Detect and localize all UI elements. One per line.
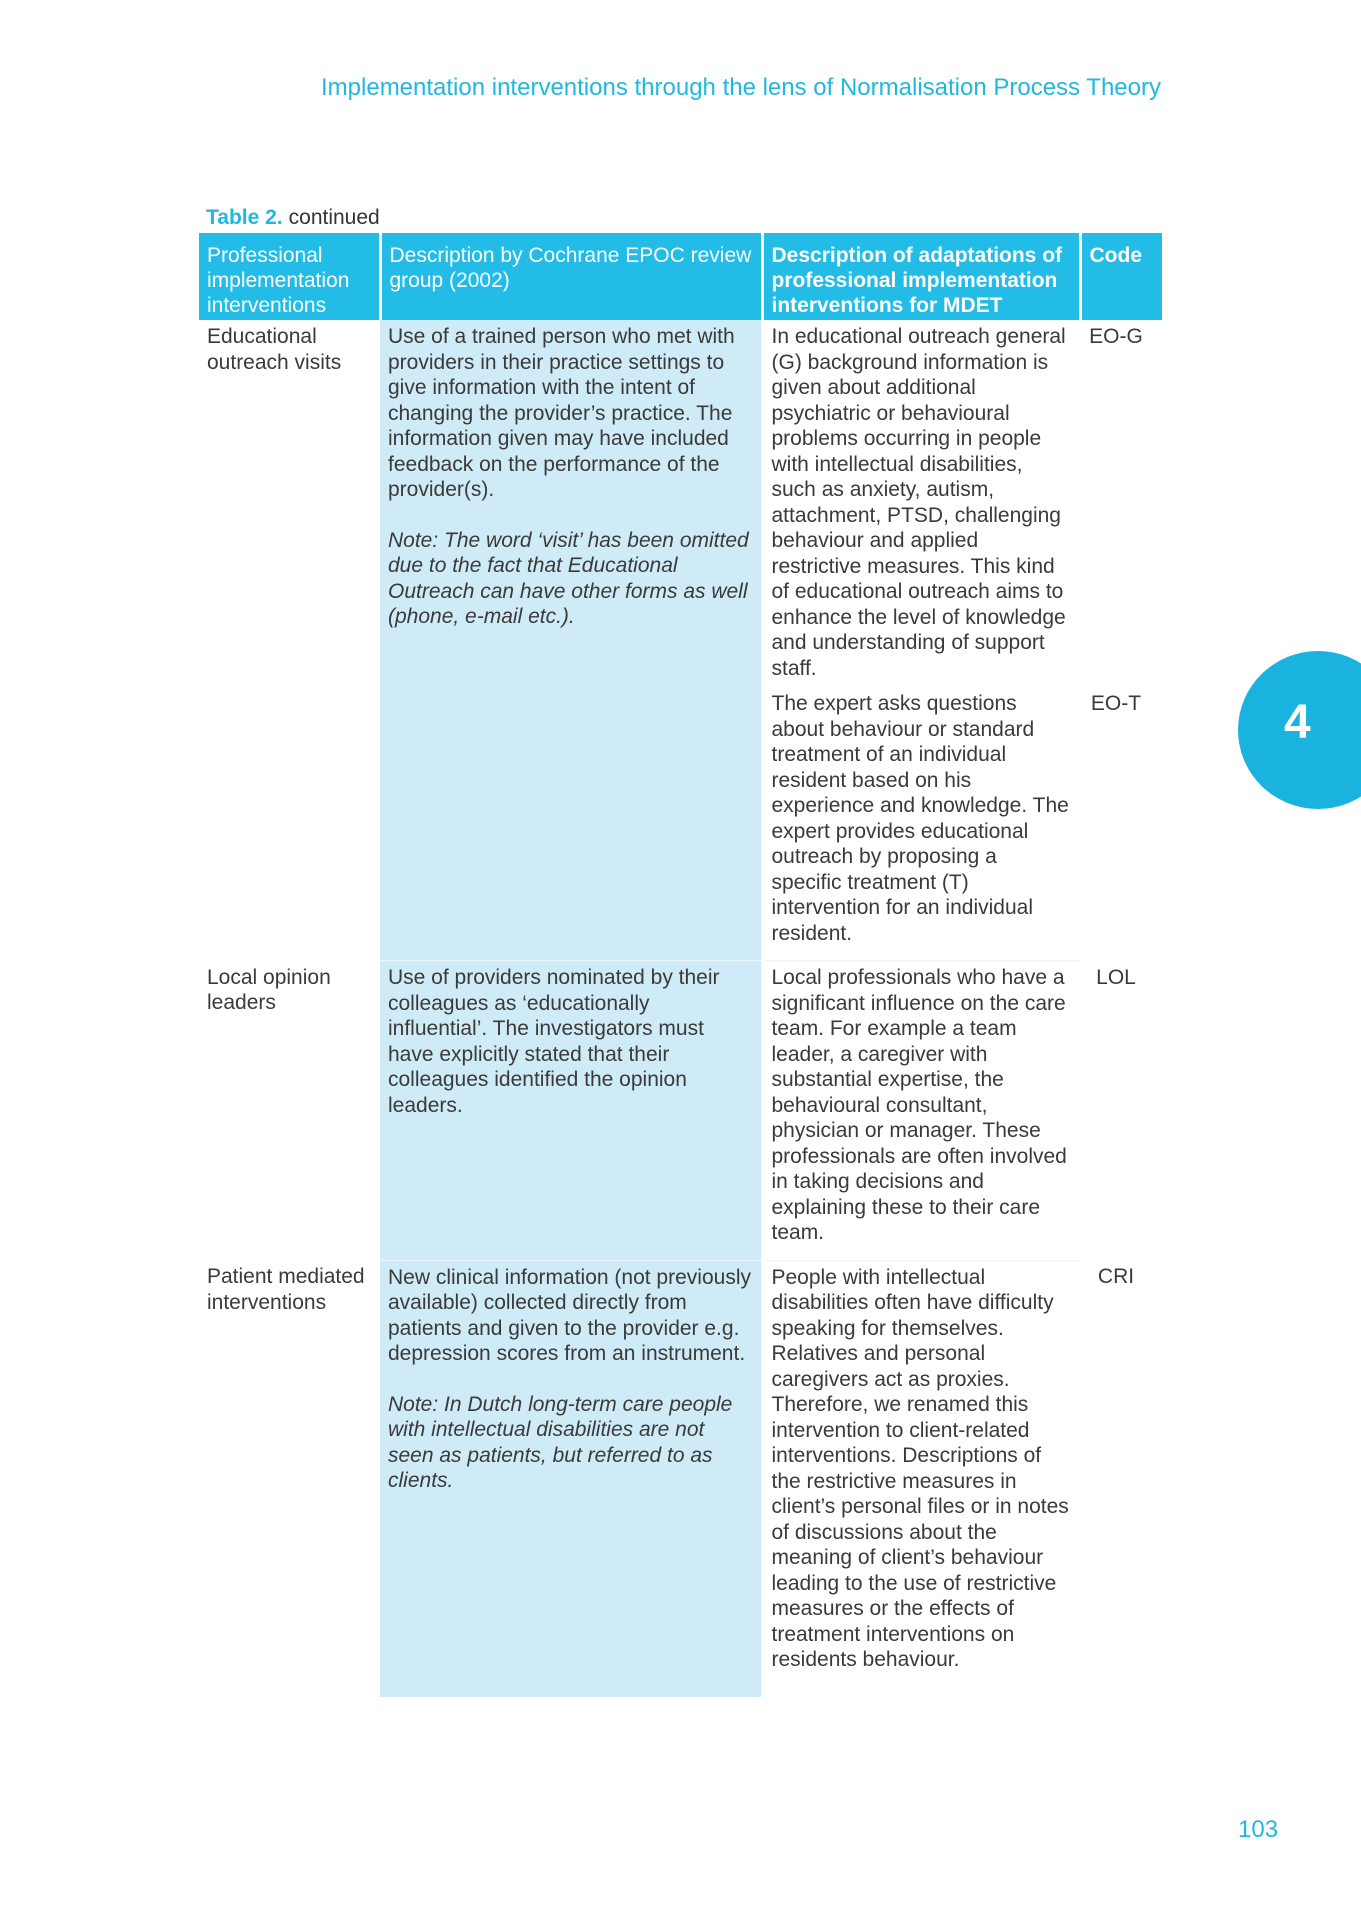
table-caption bbox=[206, 206, 380, 230]
table-caption-text: continued bbox=[288, 206, 380, 229]
table-row bbox=[199, 320, 1162, 681]
header-code: Code bbox=[1080, 233, 1162, 320]
table-caption-label: Table 2. bbox=[206, 206, 283, 229]
table-header-row bbox=[199, 233, 1162, 320]
chapter-number: 4 bbox=[1284, 696, 1311, 749]
adaptation-description bbox=[762, 1260, 1080, 1697]
epoc-description: Use of providers nominated by their colleagues as ‘educationally influential’. The investigators must have explicitly stated that their colleagues identified the opinion leaders. bbox=[380, 961, 762, 1261]
epoc-note: Note: In Dutch long-term care people with intellectual disabilities are not seen as patients, but referred to as clients. bbox=[388, 1392, 733, 1492]
running-header: Implementation interventions through the lens of Normalisation Process Theory bbox=[321, 74, 1161, 101]
intervention-code: LOL bbox=[1096, 965, 1136, 989]
table-row bbox=[199, 1260, 1162, 1697]
epoc-description bbox=[380, 320, 762, 961]
epoc-text: Use of a trained person who met with providers in their practice settings to give information with the intent of changing the provider’s practice. The information given may have included feedback on the performance of the provider(s). bbox=[388, 325, 735, 501]
header-epoc-description: Description by Cochrane EPOC review group (2002) bbox=[380, 233, 762, 320]
epoc-description bbox=[380, 1260, 762, 1697]
chapter-tab bbox=[1238, 651, 1361, 809]
adaptation-description bbox=[762, 681, 1080, 961]
interventions-table bbox=[199, 233, 1162, 1697]
intervention-code: EO-G bbox=[1089, 325, 1143, 348]
header-intervention: Professional implementation interventions bbox=[199, 233, 380, 320]
intervention-code: CRI bbox=[1097, 1265, 1135, 1288]
header-adaptation-description: Description of adaptations of professional implementation interventions for MDET bbox=[762, 233, 1080, 320]
epoc-text: New clinical information (not previously available) collected directly from patients and given to the provider e.g. depression scores from an instrument. bbox=[388, 1265, 751, 1365]
intervention-name: Educational outreach visits bbox=[207, 325, 342, 374]
page-number: 103 bbox=[1238, 1816, 1279, 1843]
adaptation-text: People with intellectual disabilities often have difficulty speaking for themselves. Relatives and personal caregivers act as proxies. Therefore, we renamed this intervention to client-related interventions. Descriptions of the restrictive measures in client’s personal files or in notes of discussions about the meaning of client’s behaviour leading to the use of restrictive measures or the effects of treatment interventions on residents behaviour. bbox=[771, 1265, 1069, 1671]
table-row bbox=[199, 961, 1162, 1261]
intervention-name: Local opinion leaders bbox=[207, 965, 331, 1014]
adaptation-description bbox=[762, 961, 1080, 1261]
epoc-note: Note: The word ‘visit’ has been omitted due to the fact that Educational Outreach can have other forms as well (phone, e-mail etc.). bbox=[388, 528, 749, 628]
adaptation-description: In educational outreach general (G) background information is given about additional psychiatric or behavioural problems occurring in people with intellectual disabilities, such as anxiety, autism, attachment, PTSD, challenging behaviour and applied restrictive measures. This kind of educational outreach aims to enhance the level of knowledge and understanding of support staff. bbox=[762, 320, 1080, 681]
adaptation-text: Local professionals who have a significant influence on the care team. For example a team leader, a caregiver with substantial expertise, the behavioural consultant, physician or manager. These professionals are often involved in taking decisions and explaining these to their care team. bbox=[771, 966, 1067, 1244]
intervention-name: Patient mediated interventions bbox=[207, 1265, 365, 1314]
adaptation-text: The expert asks questions about behaviour or standard treatment of an individual resident based on his experience and knowledge. The expert provides educational outreach by proposing a specific treatment (T) intervention for an individual resident. bbox=[771, 692, 1069, 945]
intervention-code: EO-T bbox=[1090, 692, 1142, 715]
